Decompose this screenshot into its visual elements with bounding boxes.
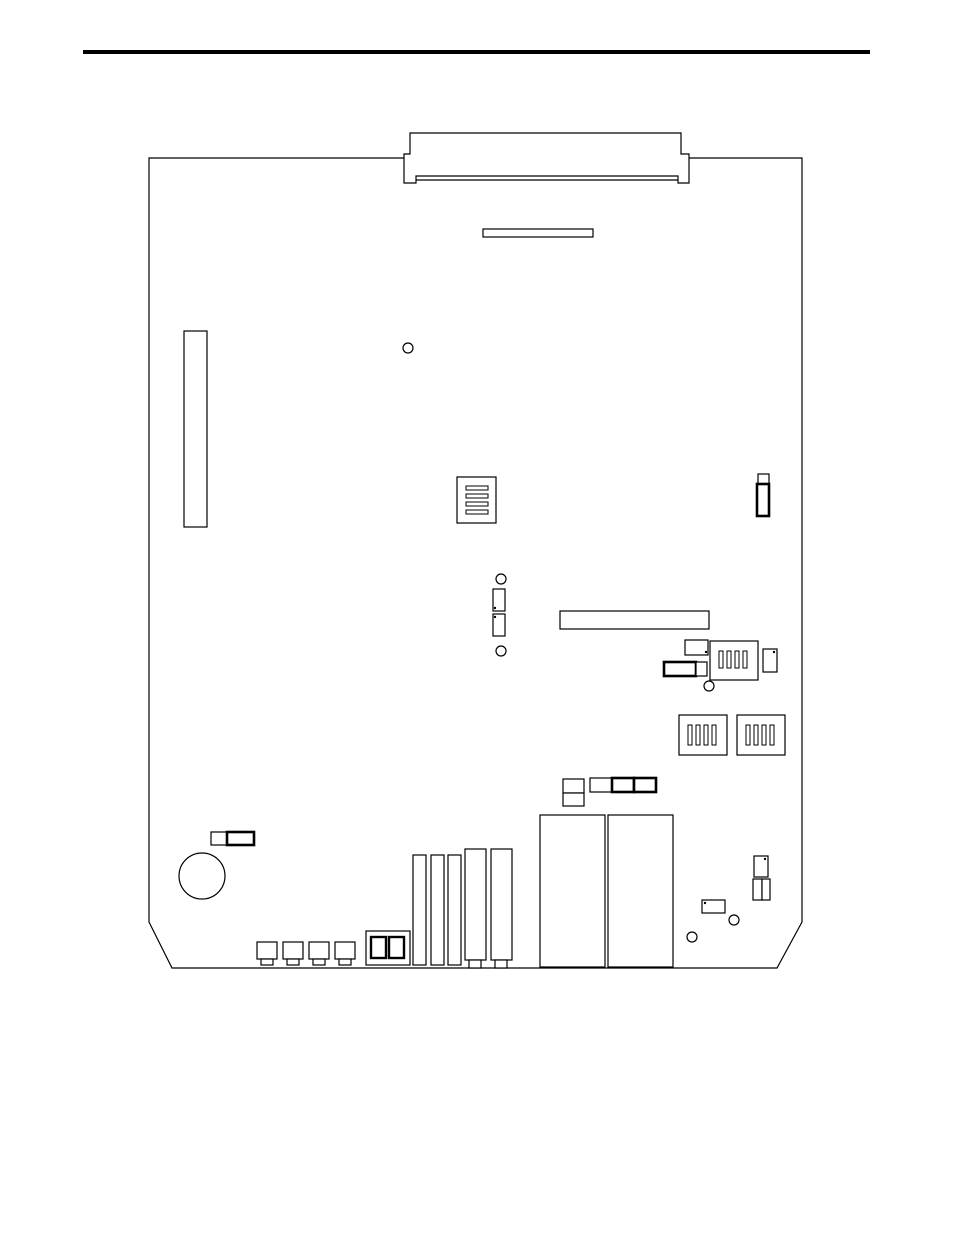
dip-switch-center <box>457 477 496 523</box>
mounting-hole <box>704 681 714 691</box>
module-left <box>540 815 605 967</box>
slot-connector-keyed <box>491 849 512 968</box>
mounting-hole <box>403 343 413 353</box>
board-outline <box>149 158 802 968</box>
vertical-connector-left <box>184 331 207 527</box>
dip-switch-lower-right <box>737 715 785 755</box>
slot-connector-keyed <box>465 849 486 968</box>
module-right <box>608 815 673 967</box>
horizontal-connector <box>560 611 709 629</box>
mounting-hole <box>496 646 506 656</box>
jumper-left <box>211 832 254 845</box>
seven-segment-display <box>366 931 410 965</box>
slot-connector <box>448 855 461 965</box>
battery <box>179 853 225 899</box>
dip-switch-lower-left <box>679 715 727 755</box>
slot-connector <box>431 855 444 965</box>
slot-connector <box>413 855 426 965</box>
dip-switch-right-upper <box>710 641 758 680</box>
small-ic-bottom <box>702 900 725 913</box>
header-strip-top <box>483 229 593 237</box>
mounting-hole <box>496 574 506 584</box>
mounting-hole <box>687 932 697 942</box>
mounting-hole <box>729 915 739 925</box>
small-ic-right <box>763 649 777 672</box>
jumper-right-upper <box>757 474 769 516</box>
edge-connector <box>404 133 689 183</box>
